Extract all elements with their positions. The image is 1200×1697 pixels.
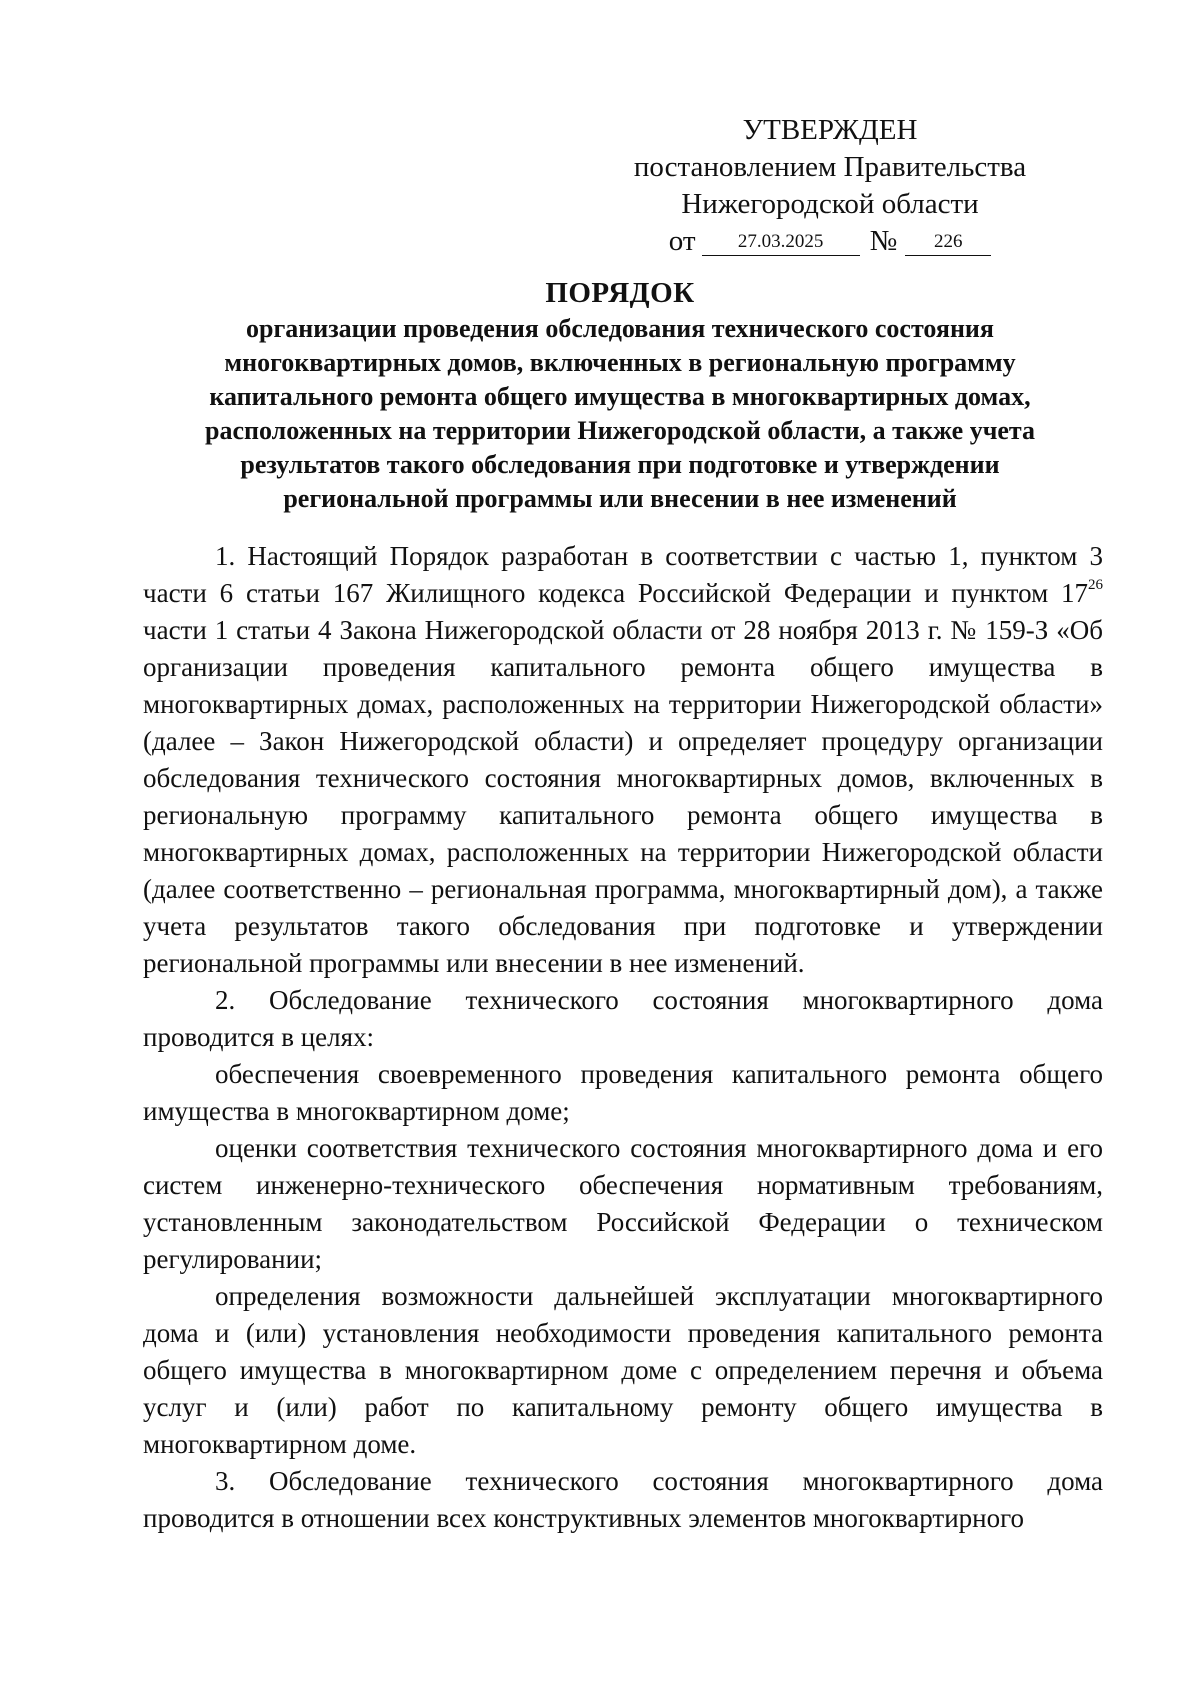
approval-issuer: постановлением Правительства xyxy=(633,151,1027,183)
title-line: результатов такого обследования при подготовке и утверждении xyxy=(240,450,1000,479)
paragraph-2-item-b: оценки соответствия технического состояния многоквартирного дома и его систем инженерно-технического обеспечения нормативным требованиям, установленным законодательством Российской Федерации о техническом регулировании; xyxy=(143,1133,1103,1274)
approval-from-label: от xyxy=(668,225,696,257)
paragraph-2-item-a: обеспечения своевременного проведения капитального ремонта общего имущества в многоквартирном доме; xyxy=(143,1059,1103,1126)
footnote-superscript: 26 xyxy=(1088,577,1103,593)
approval-date-number-line xyxy=(620,223,1040,260)
approval-number-label: № xyxy=(869,225,898,257)
paragraph-1-text-b: части 1 статьи 4 Закона Нижегородской области от 28 ноября 2013 г. № 159-З «Об организации проведения капитального ремонта общего имущества в многоквартирных домах, расположенных на территории Нижегородской области» (далее – Закон Нижегородской области) и определяет процедуру организации обследования технического состояния многоквартирных домов, включенных в региональную программу капитального ремонта общего имущества в многоквартирных домах, расположенных на территории Нижегородской области (далее соответственно – региональная программа, многоквартирный дом), а также учета результатов такого обследования при подготовке и утверждении региональной программы или внесении в нее изменений. xyxy=(143,615,1103,978)
title-line: многоквартирных домов, включенных в региональную программу xyxy=(224,348,1016,377)
document-title-block xyxy=(140,276,1100,516)
paragraph-1-text-a: 1. Настоящий Порядок разработан в соответствии с частью 1, пунктом 3 части 6 статьи 167 Жилищного кодекса Российской Федерации и пунктом 17 xyxy=(143,541,1103,608)
approval-heading: УТВЕРЖДЕН xyxy=(742,114,918,146)
title-line: организации проведения обследования технического состояния xyxy=(246,314,994,343)
approval-date: 27.03.2025 xyxy=(702,231,860,256)
paragraph-3: 3. Обследование технического состояния многоквартирного дома проводится в отношении всех конструктивных элементов многоквартирного xyxy=(143,1466,1103,1533)
paragraph-2: 2. Обследование технического состояния многоквартирного дома проводится в целях: xyxy=(143,985,1103,1052)
approval-number: 226 xyxy=(905,231,991,256)
document-title: ПОРЯДОК xyxy=(545,277,695,309)
approval-region: Нижегородской области xyxy=(681,188,979,220)
paragraph-2-item-c: определения возможности дальнейшей эксплуатации многоквартирного дома и (или) установления необходимости проведения капитального ремонта общего имущества в многоквартирном доме с определением перечня и объема услуг и (или) работ по капитальному ремонту общего имущества в многоквартирном доме. xyxy=(143,1281,1103,1459)
title-line: региональной программы или внесении в нее изменений xyxy=(283,484,957,513)
paragraph-1 xyxy=(143,538,1103,982)
document-body xyxy=(143,538,1103,1537)
approval-stamp-block xyxy=(620,112,1040,260)
title-line: расположенных на территории Нижегородской области, а также учета xyxy=(204,416,1035,445)
title-line: капитального ремонта общего имущества в многоквартирных домах, xyxy=(209,382,1031,411)
